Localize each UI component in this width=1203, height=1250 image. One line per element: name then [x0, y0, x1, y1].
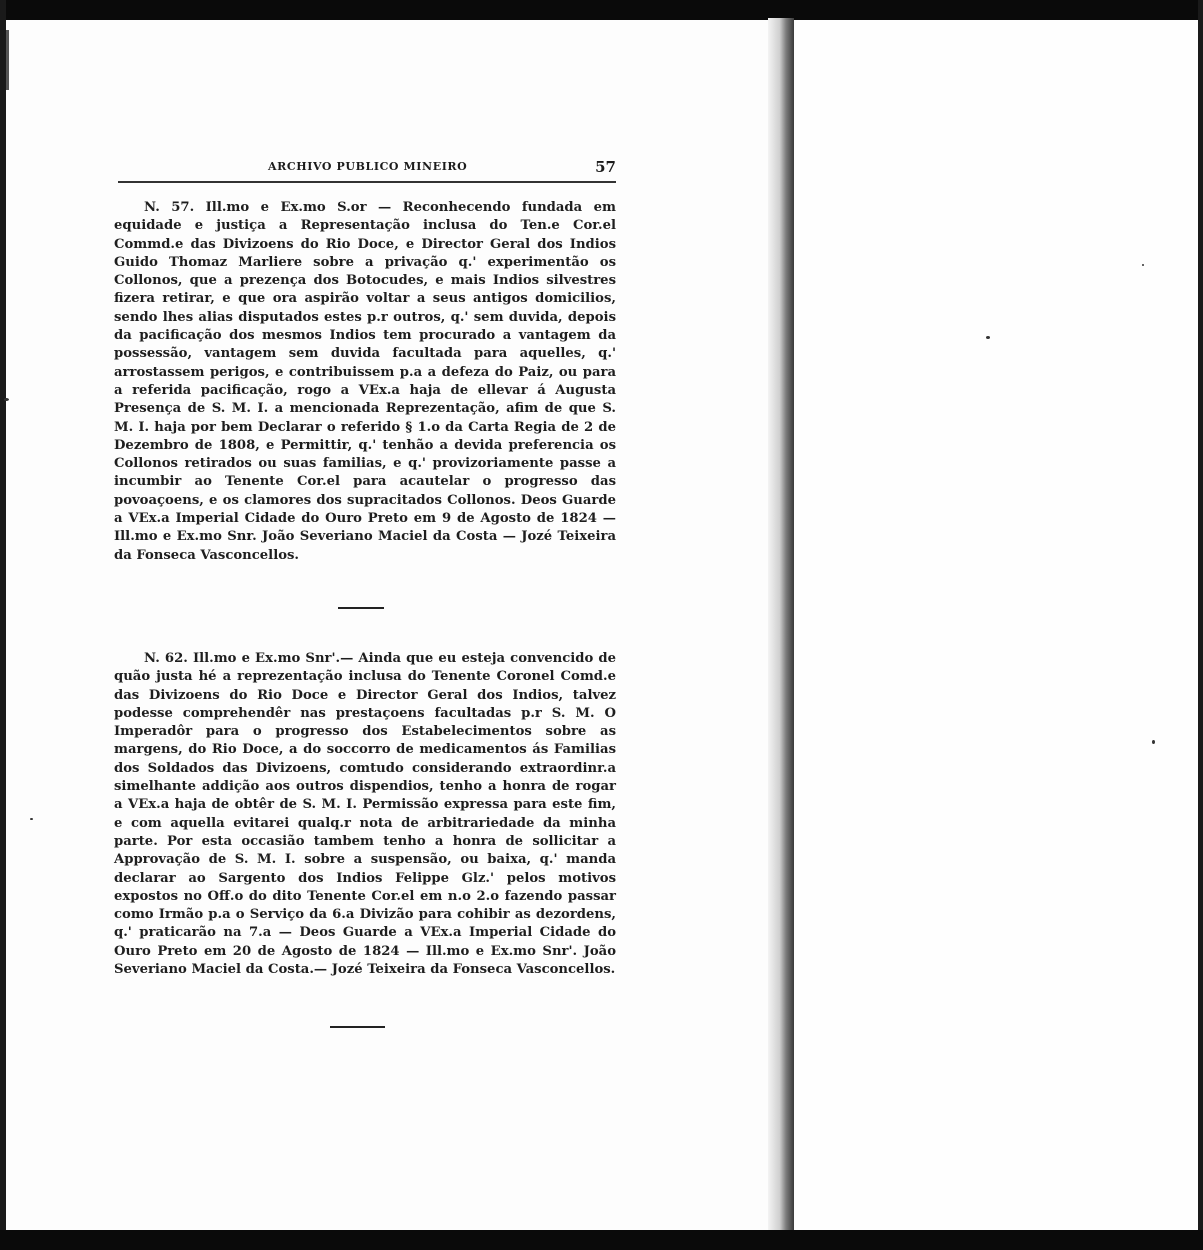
scan-speck: [30, 818, 33, 820]
blank-right-page: [796, 20, 1198, 1230]
document-entry: N. 57. Ill.mo e Ex.mo S.or — Reconhecendo fundada em equidade e justiça a Representação inclusa do Ten.e Cor.el Commd.e das Divizoens do Rio Doce, e Director Geral dos Indios Guido Thomaz Marliere sobre a privação q.' experimentão os Collonos, que a prezença dos Botocudes, e mais Indios silvestres fizera retirar, e que ora aspirão voltar a seus antigos domicilios, sendo lhes alias disputados estes p.r outros, q.' sem duvida, depois da pacificação dos mesmos Indios tem procurado a vantagem da possessão, vantagem sem duvida facultada para aquelles, q.' arrostassem perigos, e contribuissem p.a a defeza do Paiz, ou para a referida pacificação, rogo a VEx.a haja de ellevar á Augusta Presença de S. M. I. a mencionada Reprezentação, afim de que S. M. I. haja por bem Declarar o referido § 1.o da Carta Regia de 2 de Dezembro de 1808, e Permittir, q.' tenhão a devida preferencia os Collonos retirados ou suas familias, e q.' provizoriamente passe a incumbir ao Tenente Cor.el para acautelar o progresso das povoaçoens, e os clamores dos supracitados Collonos. Deos Guarde a VEx.a Imperial Cidade do Ouro Preto em 9 de Agosto de 1824 — Ill.mo e Ex.mo Snr. João Severiano Maciel da Costa — Jozé Teixeira da Fonseca Vasconcellos.: [114, 200, 616, 563]
scan-speck: [986, 336, 990, 339]
running-title: ARCHIVO PUBLICO MINEIRO: [268, 160, 468, 173]
section-separator: [330, 1026, 385, 1028]
scan-speck: [1142, 264, 1144, 266]
binding-mark: [6, 30, 9, 90]
document-entry: N. 62. Ill.mo e Ex.mo Snr'.— Ainda que eu esteja convencido de quão justa hé a reprezentação inclusa do Tenente Coronel Comd.e das Divizoens do Rio Doce e Director Geral dos Indios, talvez podesse comprehendêr nas prestaçoens facultadas p.r S. M. O Imperadôr para o progresso dos Estabelecimentos sobre as margens, do Rio Doce, a do soccorro de medicamentos ás Familias dos Soldados das Divizoens, comtudo considerando extraordinr.a simelhante addição aos outros dispendios, tenho a honra de rogar a VEx.a haja de obtêr de S. M. I. Permissão expressa para este fim, e com aquella evitarei qualq.r nota de arbitrariedade da minha parte. Por esta occasião tambem tenho a honra de sollicitar a Approvação de S. M. I. sobre a suspensão, ou baixa, q.' manda declarar ao Sargento dos Indios Felippe Glz.' pelos motivos expostos no Off.o do dito Tenente Cor.el em n.o 2.o fazendo passar como Irmão p.a o Serviço da 6.a Divizão para cohibir as dezordens, q.' praticarão na 7.a — Deos Guarde a VEx.a Imperial Cidade do Ouro Preto em 20 de Agosto de 1824 — Ill.mo e Ex.mo Snr'. João Severiano Maciel da Costa.— Jozé Teixeira da Fonseca Vasconcellos.: [114, 651, 616, 978]
page-number: 57: [595, 158, 616, 176]
scan-speck: [1152, 740, 1155, 744]
scan-border-right: [1198, 0, 1203, 1250]
scan-border-left: [0, 0, 6, 1250]
scan-speck: [4, 398, 9, 401]
page-header: [118, 158, 616, 180]
header-rule: [118, 181, 616, 183]
scan-border-bottom: [0, 1230, 1203, 1250]
section-separator: [338, 607, 384, 609]
scan-border-top: [0, 0, 1203, 20]
book-gutter: [768, 18, 794, 1232]
